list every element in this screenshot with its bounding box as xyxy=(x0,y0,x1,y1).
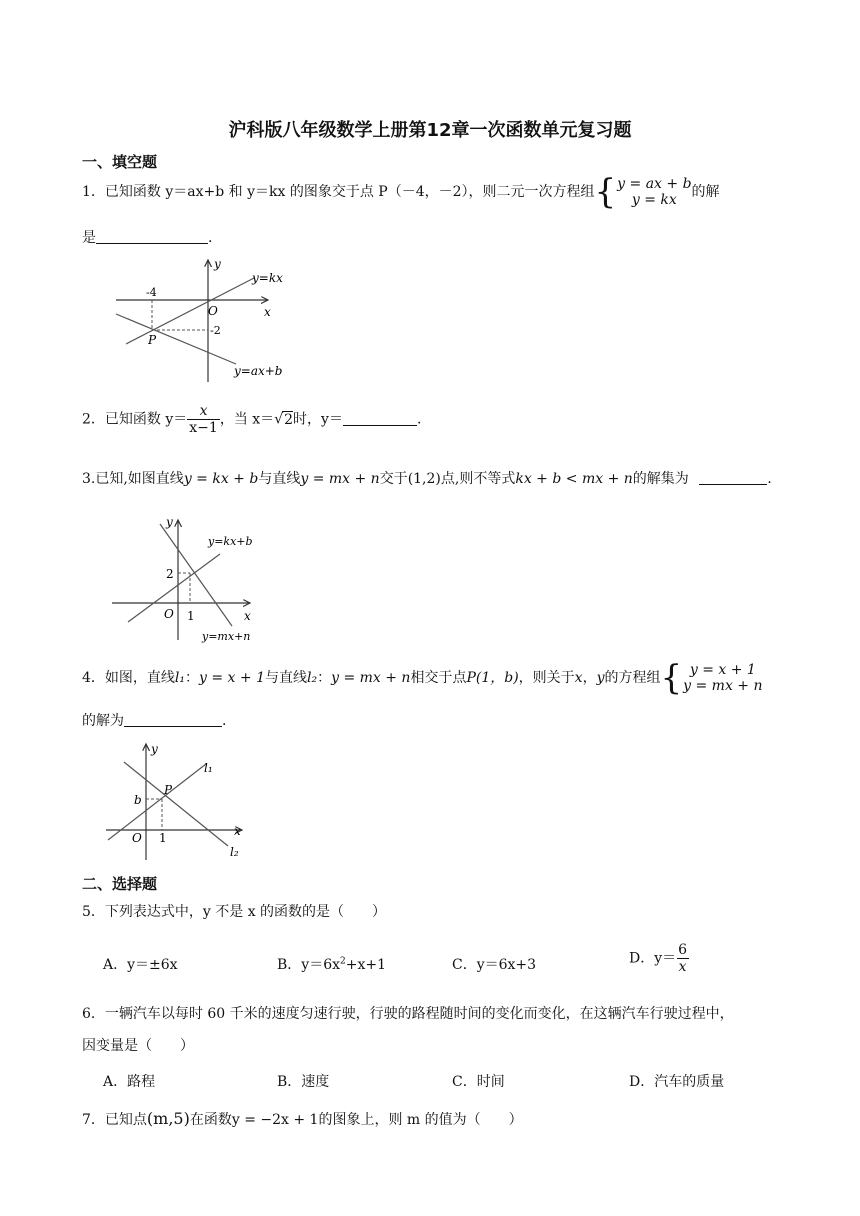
question-4-text: 4．如图，直线 xyxy=(82,670,175,686)
x-tick-label: -4 xyxy=(146,286,157,299)
expression: y = −2x + 1 xyxy=(231,1112,319,1128)
equation-line: y = x + 1 xyxy=(689,662,756,678)
figure-q4-graph xyxy=(102,740,252,864)
section-fill-in: 一、填空题 xyxy=(82,153,158,171)
line-mx-n-label: y=mx+n xyxy=(202,630,251,643)
question-6: 6．一辆汽车以每时 60 千米的速度匀速行驶，行驶的路程随时间的变化而变化，在这辆汽车行驶过程中， xyxy=(82,1006,734,1022)
line-name: l₂ xyxy=(307,670,318,686)
x-tick-label: 1 xyxy=(159,831,167,845)
sqrt-icon: √ xyxy=(274,411,284,428)
line-l1-label: l₁ xyxy=(204,761,213,775)
question-7 xyxy=(82,1109,523,1129)
variable: x xyxy=(574,670,583,686)
question-3-text: 与直线 xyxy=(258,471,301,487)
option-c[interactable]: C．时间 xyxy=(452,1074,505,1090)
equation-system: { y = ax + b y = kx xyxy=(594,172,692,212)
fraction-denominator: x xyxy=(678,959,687,975)
line-kx-b xyxy=(128,554,220,622)
option-d[interactable] xyxy=(629,942,689,975)
fraction-denominator: x−1 xyxy=(189,420,218,436)
expression: (m,5) xyxy=(146,1109,190,1128)
answer-blank[interactable] xyxy=(343,411,417,426)
option-b[interactable]: B．速度 xyxy=(277,1074,330,1090)
question-4-text: ，则关于 xyxy=(518,670,575,686)
line-kx-b-label: y=kx+b xyxy=(208,535,253,548)
question-1-answer-line: 是 . xyxy=(82,230,213,246)
question-2-suffix: 时，y＝ xyxy=(293,411,343,428)
option-b-text: +x+1 xyxy=(345,957,386,973)
question-3-text: 点,则不等式 xyxy=(440,471,516,487)
origin-label: O xyxy=(208,304,218,318)
y-tick-label: b xyxy=(134,793,142,807)
y-tick-label: -2 xyxy=(210,324,221,337)
question-3-text: 的解集为 xyxy=(632,471,689,487)
expression: P(1，b) xyxy=(466,670,519,686)
expression: (1,2) xyxy=(407,471,441,487)
question-4-text: ， xyxy=(582,670,597,686)
line-axb-label: y=ax+b xyxy=(234,364,283,378)
expression: kx + b < mx + n xyxy=(515,471,633,487)
expression: y = kx + b xyxy=(183,471,259,487)
line-l2-label: l₂ xyxy=(230,845,239,859)
question-5: 5．下列表达式中，y 不是 x 的函数的是（ ） xyxy=(82,904,387,920)
question-4-text: 相交于点 xyxy=(410,670,467,686)
fraction xyxy=(187,403,220,436)
question-2-prefix: 2．已知函数 y＝ xyxy=(82,411,188,428)
question-4-answer-line xyxy=(82,710,226,730)
answer-blank[interactable] xyxy=(124,712,222,727)
question-4-answer-prefix: 的解为 xyxy=(82,713,124,729)
y-axis-label: y xyxy=(166,515,173,529)
question-7-text: 的图象上，则 m 的值为（ ） xyxy=(318,1112,523,1128)
x-tick-label: 1 xyxy=(187,609,195,623)
option-d-text: D．y＝ xyxy=(629,950,677,967)
equation-line: y = ax + b xyxy=(617,176,692,192)
question-2-end: . xyxy=(416,411,422,428)
question-4 xyxy=(82,658,763,698)
expression: y = mx + n xyxy=(300,471,380,487)
option-a[interactable]: A．路程 xyxy=(103,1074,156,1090)
question-1 xyxy=(82,172,720,212)
y-tick-label: 2 xyxy=(166,567,174,581)
question-4-text: ： xyxy=(185,670,200,686)
option-b-text: B．y＝6x xyxy=(277,957,340,973)
question-4-text: ： xyxy=(317,670,332,686)
expression: y = mx + n xyxy=(331,670,411,686)
sqrt-value: 2 xyxy=(284,411,294,428)
answer-blank[interactable] xyxy=(96,229,208,244)
section-multiple-choice: 二、选择题 xyxy=(82,875,158,893)
option-a[interactable]: A．y＝±6x xyxy=(103,957,178,973)
question-2 xyxy=(82,403,421,436)
question-3-text: 交于 xyxy=(379,471,408,487)
question-7-text: 7．已知点 xyxy=(82,1112,147,1128)
equation-line: y = kx xyxy=(631,192,677,208)
fraction xyxy=(676,942,689,975)
x-axis-label: x xyxy=(234,824,241,838)
fraction-numerator: x xyxy=(199,403,208,419)
line-axb xyxy=(116,314,236,364)
line-l1 xyxy=(108,764,206,840)
y-axis-label: y xyxy=(214,257,221,271)
option-d[interactable]: D．汽车的质量 xyxy=(629,1074,725,1090)
variable: y xyxy=(596,670,605,686)
question-1-suffix: 的解 xyxy=(691,184,720,200)
question-1-answer-prefix: 是 xyxy=(82,230,96,246)
equation-system: { y = x + 1 y = mx + n xyxy=(660,658,763,698)
question-4-end: . xyxy=(222,713,227,729)
line-kx-label: y=kx xyxy=(252,271,283,285)
question-7-text: 在函数 xyxy=(189,1112,232,1128)
question-4-text: 与直线 xyxy=(265,670,307,686)
option-b-exponent: 2 xyxy=(340,956,346,967)
question-3-text: 3.已知,如图直线 xyxy=(82,471,184,487)
question-2-mid: ，当 x＝ xyxy=(219,411,275,428)
option-c[interactable]: C．y＝6x+3 xyxy=(452,957,537,973)
y-axis-label: y xyxy=(151,742,158,756)
question-1-text: 1．已知函数 y＝ax+b 和 y＝kx 的图象交于点 P（－4，－2），则二元一次方程组 xyxy=(82,184,595,200)
expression: y = x + 1 xyxy=(199,670,265,686)
option-b[interactable] xyxy=(277,954,386,974)
question-3 xyxy=(82,468,772,488)
question-4-text: 的方程组 xyxy=(604,670,661,686)
x-axis-label: x xyxy=(244,609,251,623)
fraction-numerator: 6 xyxy=(678,942,688,958)
line-name: l₁ xyxy=(174,670,186,686)
page-title: 沪科版八年级数学上册第12章一次函数单元复习题 xyxy=(228,120,632,141)
origin-label: O xyxy=(164,607,174,621)
figure-q1-graph xyxy=(110,254,300,384)
answer-blank[interactable] xyxy=(699,470,767,485)
point-p-label: P xyxy=(148,333,157,347)
figure-q3-graph xyxy=(108,512,268,648)
question-6-line-2: 因变量是（ ） xyxy=(82,1038,194,1054)
x-axis-label: x xyxy=(264,305,271,319)
equation-line: y = mx + n xyxy=(683,678,763,694)
question-3-end: . xyxy=(767,471,772,487)
point-p-label: P xyxy=(164,783,173,797)
origin-label: O xyxy=(132,831,142,845)
